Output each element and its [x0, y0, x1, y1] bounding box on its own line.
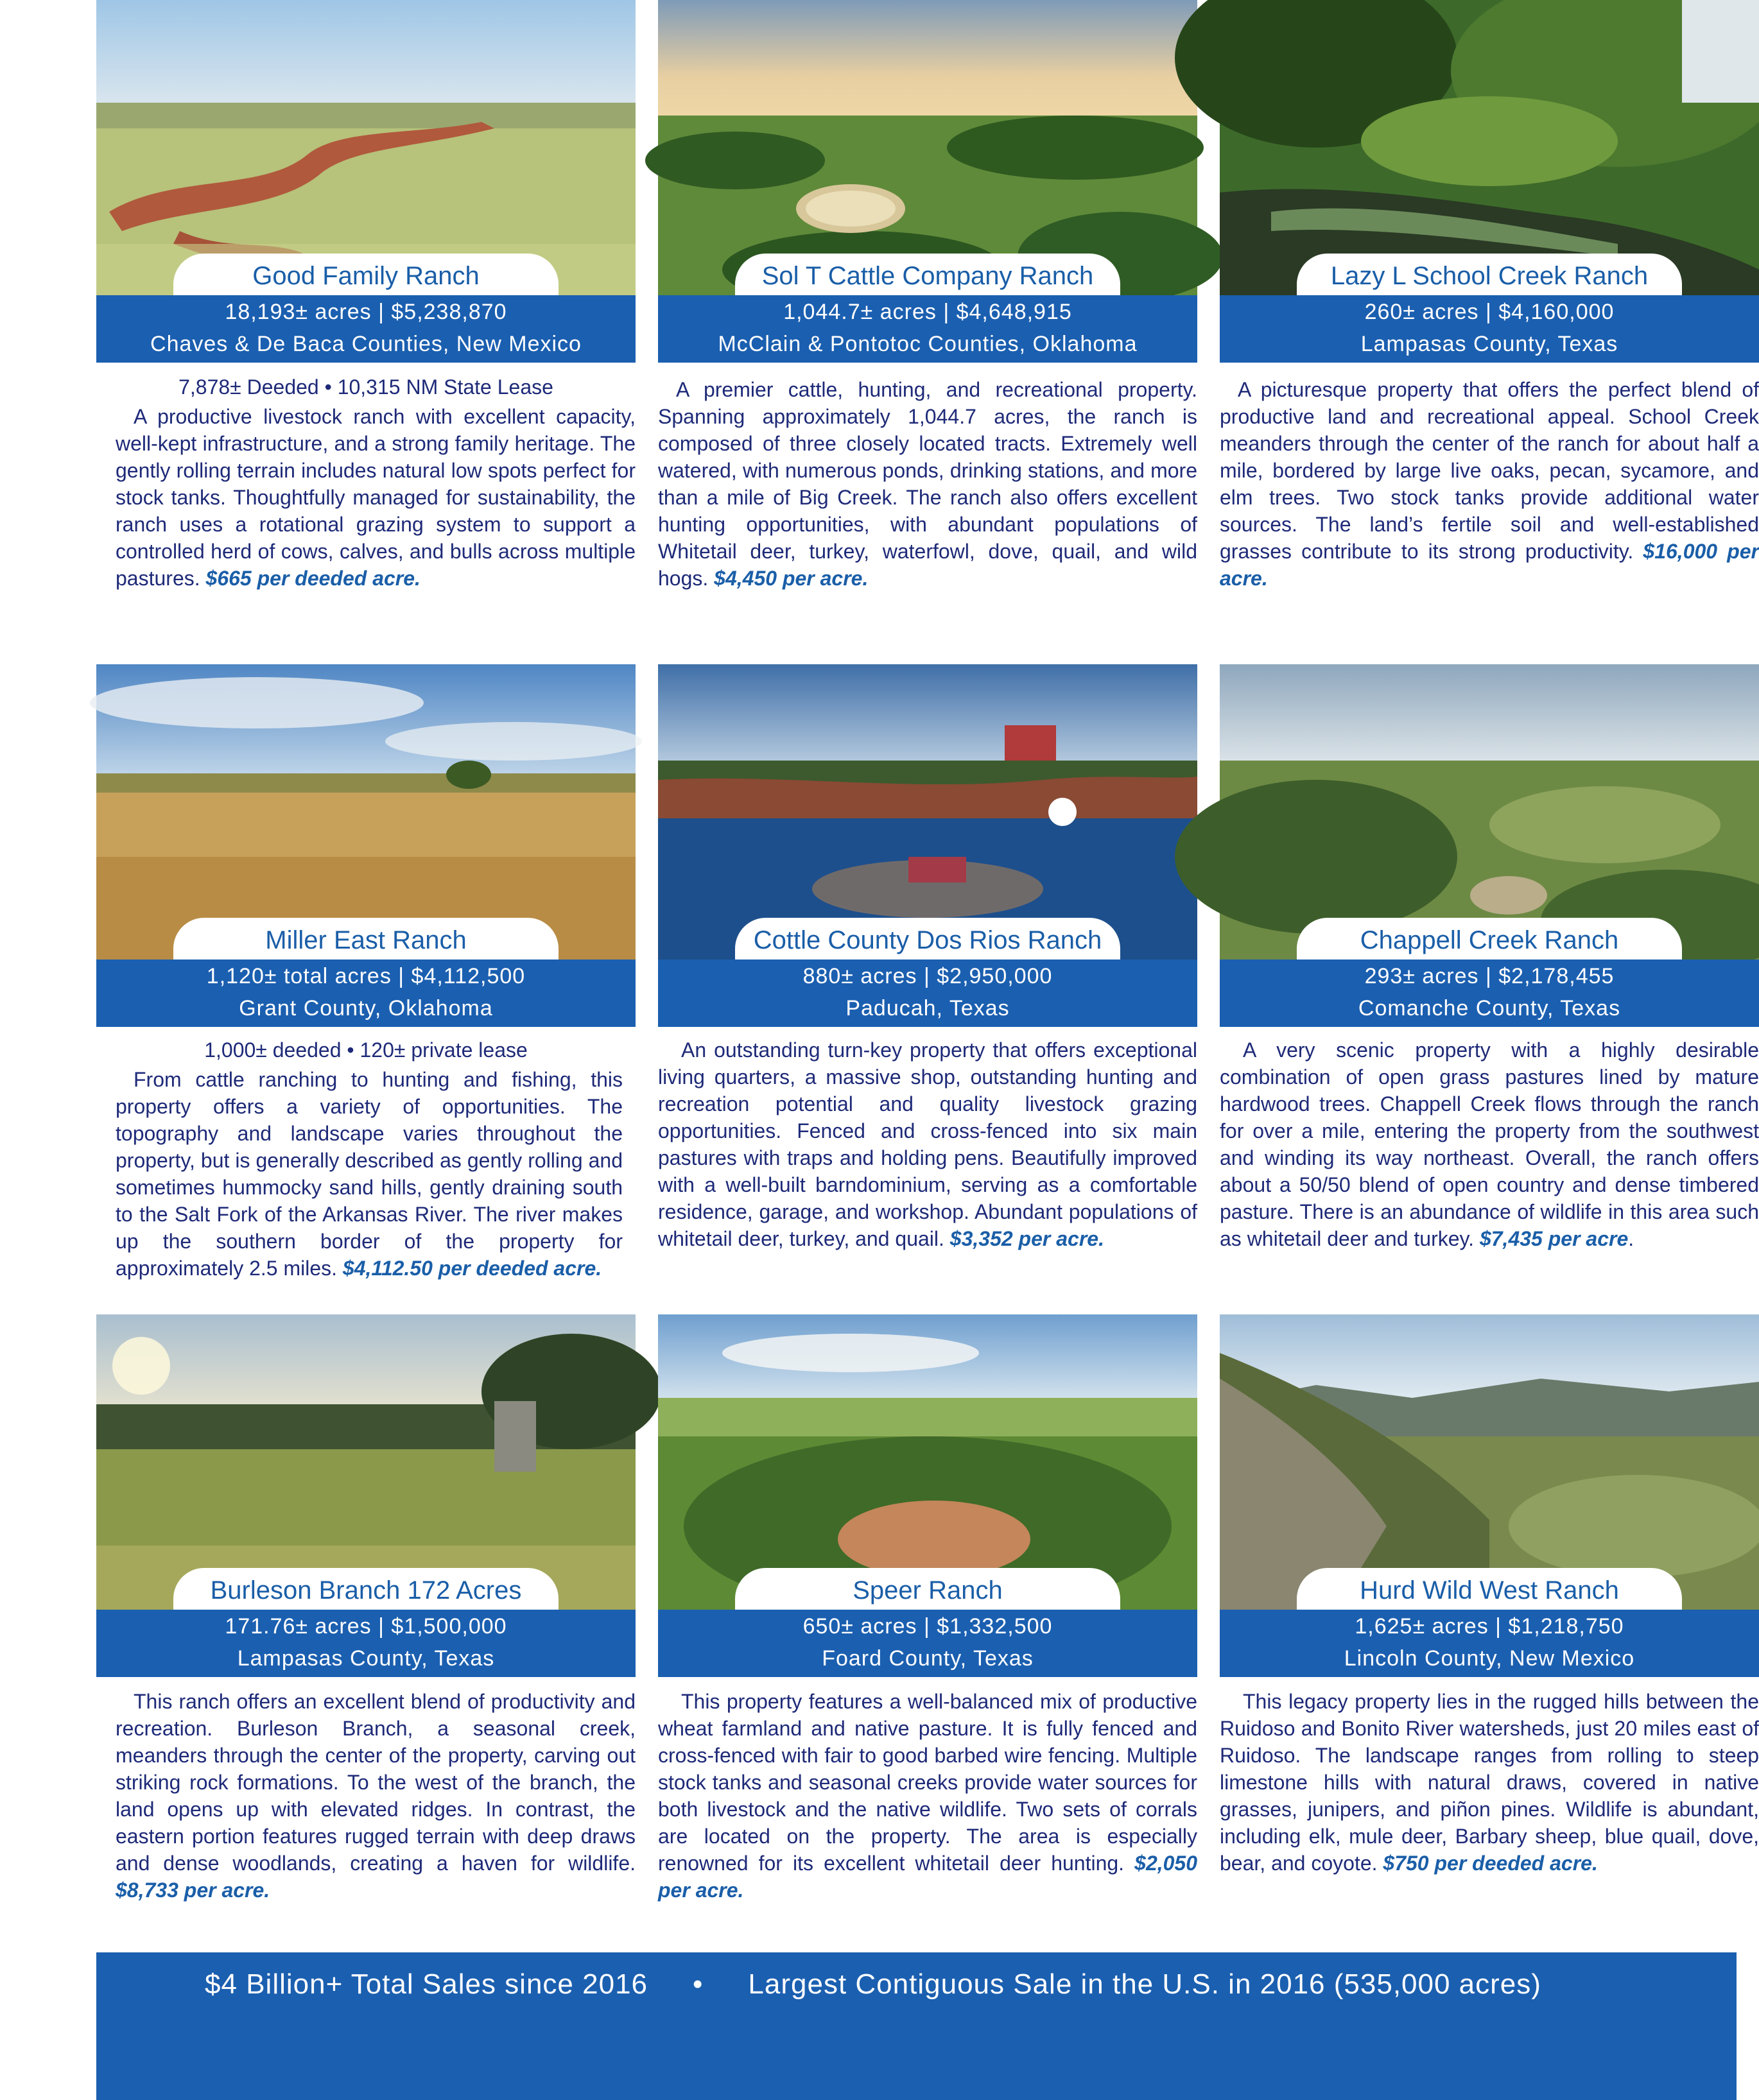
- price-per-acre: $8,733 per acre.: [116, 1879, 270, 1902]
- listing-info-bar: [96, 295, 636, 363]
- listing-description: [658, 1037, 1197, 1252]
- acres-price: 171.76± acres | $1,500,000: [225, 1614, 507, 1639]
- description-text: This legacy property lies in the rugged hills between the Ruidoso and Bonito River watersheds, just 20 miles east of Ruidoso. The landscape ranges from rolling to steep limestone hills with natural draws, covered in native grasses, junipers, and piñon pines. Wildlife is abundant, including elk, mule deer, Barbary sheep, blue quail, dove, bear, and coyote.: [1220, 1690, 1759, 1875]
- price-per-acre: $2,050 per acre.: [658, 1852, 1198, 1902]
- acres-price: 1,044.7± acres | $4,648,915: [783, 300, 1072, 324]
- description-text: This ranch offers an excellent blend of productivity and recreation. Burleson Branch, a seasonal creek, meanders through the center of the property, carving out striking rock formations. To the west of the branch, the land opens up with elevated ridges. In contrast, the eastern portion features rugged terrain with deep draws and dense woodlands, creating a haven for wildlife.: [116, 1690, 636, 1875]
- listing-title: Hurd Wild West Ranch: [1297, 1568, 1682, 1610]
- listing-photo: [658, 0, 1197, 295]
- acres-price: 18,193± acres | $5,238,870: [225, 300, 507, 324]
- listing-title: Miller East Ranch: [173, 918, 559, 960]
- location: Lampasas County, Texas: [237, 1646, 495, 1671]
- listing-description: [116, 1688, 636, 1904]
- listing-description: [658, 1688, 1197, 1904]
- listing-title: Good Family Ranch: [173, 254, 559, 295]
- acreage-breakdown: 1,000± deeded • 120± private lease: [204, 1038, 528, 1062]
- listing-photo: [96, 0, 636, 295]
- price-per-acre: $4,112.50 per deeded acre.: [342, 1257, 602, 1280]
- description-text: A picturesque property that offers the perfect blend of productive land and recreational appeal. School Creek meanders through the center of the ranch for about half a mile, bordered by large live oaks, pecan, sycamore, and elm trees. Two stock tanks provide additional water sources. The land’s fertile soil and well-established grasses contribute to its strong productivity.: [1220, 378, 1759, 563]
- acres-price: 1,120± total acres | $4,112,500: [206, 964, 526, 988]
- price-per-acre: $16,000 per acre.: [1220, 540, 1759, 590]
- listing-info-bar: [96, 1610, 636, 1677]
- listing-photo: [1220, 0, 1759, 295]
- location: McClain & Pontotoc Counties, Oklahoma: [718, 332, 1138, 356]
- location: Paducah, Texas: [845, 996, 1010, 1020]
- acres-price: 293± acres | $2,178,455: [1364, 964, 1615, 988]
- listing-title: Burleson Branch 172 Acres: [173, 1568, 559, 1610]
- listing-photo: [1220, 664, 1759, 960]
- price-per-acre: $750 per deeded acre.: [1383, 1852, 1598, 1875]
- acres-price: 260± acres | $4,160,000: [1364, 300, 1615, 324]
- listing-title: Chappell Creek Ranch: [1297, 918, 1682, 960]
- listing-description: [116, 1066, 623, 1282]
- location: Comanche County, Texas: [1358, 996, 1621, 1020]
- listing-title: Cottle County Dos Rios Ranch: [735, 918, 1120, 960]
- location: Grant County, Oklahoma: [239, 996, 493, 1020]
- listing-description: [116, 403, 636, 592]
- listing-info-bar: [1220, 295, 1759, 363]
- location: Foard County, Texas: [822, 1646, 1034, 1671]
- description-text: A premier cattle, hunting, and recreational property. Spanning approximately 1,044.7 acres, the ranch is composed of three closely located tracts. Extremely well watered, with numerous ponds, drinking stations, and more than a mile of Big Creek. The ranch also offers excellent hunting opportunities, with abundant populations of Whitetail deer, turkey, waterfowl, dove, quail, and wild hogs.: [658, 378, 1197, 590]
- price-per-acre: $665 per deeded acre.: [205, 567, 420, 590]
- description-text: This property features a well-balanced mix of productive wheat farmland and native pasture. It is fully fenced and cross-fenced with fair to good barbed wire fencing. Multiple stock tanks and seasonal creeks provide water sources for both livestock and the native wildlife. Two sets of corrals are located on the property. The area is especially renowned for its excellent whitetail deer hunting.: [658, 1690, 1197, 1875]
- location: Chaves & De Baca Counties, New Mexico: [150, 332, 582, 356]
- location: Lincoln County, New Mexico: [1344, 1646, 1635, 1671]
- footer-stats: [96, 1959, 1650, 2010]
- price-per-acre: $7,435 per acre: [1479, 1227, 1629, 1250]
- listing-photo: [658, 664, 1197, 960]
- listing-photo: [658, 1314, 1197, 1610]
- description-text: An outstanding turn-key property that offers exceptional living quarters, a massive shop, outstanding hunting and recreation potential and quality livestock grazing opportunities. Fenced and cross-fenced into six main pastures with traps and holding pens. Beautifully improved with a well-built barndominium, serving as a comfortable residence, garage, and workshop. Abundant populations of whitetail deer, turkey, and quail.: [658, 1038, 1197, 1250]
- total-sales-stat: $4 Billion+ Total Sales since 2016: [205, 1968, 648, 2000]
- location: Lampasas County, Texas: [1360, 332, 1618, 356]
- description-text: A very scenic property with a highly desirable combination of open grass pastures lined by mature hardwood trees. Chappell Creek flows through the ranch for over a mile, entering the property from the southwest and winding its way northeast. Overall, the ranch offers about a 50/50 blend of open country and dense timbered pasture. There is an abundance of wildlife in this area such as whitetail deer and turkey.: [1220, 1038, 1759, 1250]
- footer-banner: [96, 1952, 1737, 2100]
- largest-sale-stat: Largest Contiguous Sale in the U.S. in 2016 (535,000 acres): [748, 1968, 1541, 2000]
- listing-description: A very scenic property with a highly desirable combination of open grass pastures lined by mature hardwood trees. Chappell Creek flows through the ranch for over a mile, entering the property from the southwest and winding its way northeast. Overall, the ranch offers about a 50/50 blend of open country and dense timbered pasture. There is an abundance of wildlife in this area such as whitetail deer and turkey. $7,435 per acre.: [1220, 1038, 1759, 1250]
- listing-info-bar: [658, 960, 1197, 1027]
- listing-info-bar: [658, 295, 1197, 363]
- description-text: From cattle ranching to hunting and fishing, this property offers a variety of opportunities. The topography and landscape varies throughout the property, but is generally described as gently rolling and sometimes hummocky sand hills, gently draining south to the Salt Fork of the Arkansas River. The river makes up the southern border of the property for approximately 2.5 miles.: [116, 1068, 623, 1280]
- listing-title: Speer Ranch: [735, 1568, 1120, 1610]
- listing-info-bar: [1220, 1610, 1759, 1677]
- price-per-acre: $3,352 per acre.: [949, 1227, 1104, 1250]
- acres-price: 1,625± acres | $1,218,750: [1355, 1614, 1624, 1639]
- listing-info-bar: [658, 1610, 1197, 1677]
- listing-description: [1220, 376, 1759, 592]
- acres-price: 880± acres | $2,950,000: [802, 964, 1053, 988]
- listing-photo: [96, 1314, 636, 1610]
- listing-photo: [1220, 1314, 1759, 1610]
- listing-info-bar: [1220, 960, 1759, 1027]
- acres-price: 650± acres | $1,332,500: [802, 1614, 1053, 1639]
- separator-dot: •: [693, 1968, 704, 2000]
- description-text: A productive livestock ranch with excellent capacity, well-kept infrastructure, and a strong family heritage. The gently rolling terrain includes natural low spots perfect for stock tanks. Thoughtfully managed for sustainability, the ranch uses a rotational grazing system to support a controlled herd of cows, calves, and bulls across multiple pastures.: [116, 405, 636, 590]
- acreage-breakdown: 7,878± Deeded • 10,315 NM State Lease: [178, 375, 553, 399]
- listing-photo: [96, 664, 636, 960]
- listing-title: Sol T Cattle Company Ranch: [735, 254, 1120, 295]
- listing-info-bar: [96, 960, 636, 1027]
- listing-description: [1220, 1688, 1759, 1877]
- listing-description: [658, 376, 1197, 592]
- price-per-acre: $4,450 per acre.: [714, 567, 869, 590]
- listing-title: Lazy L School Creek Ranch: [1297, 254, 1682, 295]
